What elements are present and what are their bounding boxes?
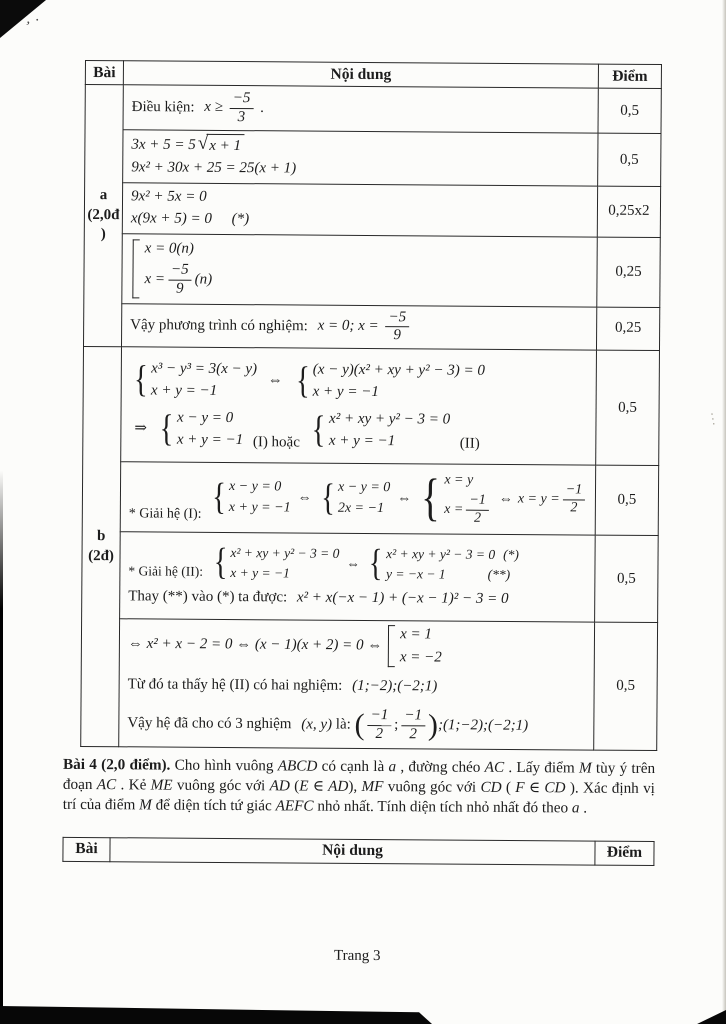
a4-root1: x = 0(n) — [144, 239, 195, 257]
system-II: { x² + xy + y² − 3 = 0 x + y = −1 — [311, 408, 451, 452]
numerator: −5 — [168, 263, 192, 281]
bracket-cases: x = 1 x = −2 — [388, 626, 442, 668]
system-I: { x − y = 0 x + y = −1 — [159, 407, 244, 450]
fraction: $\frac{-1}{2}$ — [466, 494, 489, 527]
curly-brace: { — [368, 542, 383, 585]
row-a-squaring — [85, 130, 661, 187]
a5-content — [121, 303, 596, 350]
b4-two-solutions-prefix: Từ đó ta thấy hệ (II) có hai nghiệm: — [127, 676, 343, 695]
numerator: −5 — [385, 310, 409, 328]
a2-content — [123, 130, 598, 186]
row-b-solve-II — [82, 531, 659, 622]
separator: ; — [394, 716, 399, 734]
curly-brace: { — [133, 358, 148, 401]
radical-icon: √ — [197, 133, 209, 155]
a4-score: 0,25 — [597, 237, 660, 307]
scan-edge-artifact — [722, 0, 726, 1024]
b3-substitute-math: x² + x(−x − 1) + (−x − 1)² − 3 = 0 — [296, 589, 509, 607]
b4-two-solutions: (1;−2);(−2;1) — [352, 678, 438, 695]
label-II: (II) — [459, 435, 480, 452]
answer-table — [80, 60, 662, 751]
a1-prefix: Điều kiện: — [131, 98, 195, 116]
a1-period: . — [260, 99, 264, 116]
row-a-factoring — [84, 183, 660, 238]
system: { x = y x = $\frac{-1}{2}$ — [418, 471, 492, 527]
curly-brace: { — [421, 469, 441, 527]
a3-star-note: (*) — [231, 210, 250, 227]
a3-score: 0,25x2 — [597, 186, 660, 237]
square-root — [198, 134, 244, 158]
open-paren: ( — [354, 708, 365, 742]
b4-content — [119, 619, 595, 750]
b4-xy: (x, y) — [301, 716, 333, 733]
header-diem: Điểm — [598, 64, 661, 88]
b2-result: x = y = $\frac{-1}{2}$ — [518, 482, 589, 517]
section-b-label — [81, 346, 122, 746]
implies-symbol: ⇒ — [134, 420, 148, 437]
fraction: $\frac{-1}{2}$ — [401, 708, 425, 743]
b4-final-prefix: Vậy hệ đã cho có 3 nghiệm — [127, 715, 292, 733]
denominator: 3 — [237, 108, 246, 125]
header-noi-dung: Nội dung — [123, 61, 598, 88]
row-b-solve-I — [82, 461, 658, 535]
section-b-name: b — [96, 528, 106, 545]
system: { x² + xy + y² − 3 = 0 (*) y = −x − 1 (**) — [368, 542, 519, 585]
b3-label: * Giải hệ (II): — [128, 562, 204, 579]
header-bai: Bài — [85, 61, 123, 85]
bracket-cases — [132, 239, 212, 299]
b2-score: 0,5 — [595, 465, 658, 535]
a3-line2: x(9x + 5) = 0 — [130, 210, 213, 227]
table-2-header-row — [63, 837, 654, 865]
radicand: x + 1 — [206, 134, 244, 158]
row-b-conclusion — [81, 618, 658, 750]
curly-brace: { — [211, 476, 226, 519]
header-bai: Bài — [63, 837, 110, 861]
a5-solutions: x = 0; x = — [317, 317, 379, 335]
fraction — [230, 91, 254, 126]
denominator: 9 — [175, 280, 184, 297]
row-a-conclusion — [83, 303, 659, 351]
fraction — [168, 263, 192, 298]
a2-line2: 9x² + 30x + 25 = 25(x + 1) — [131, 159, 297, 177]
system-1: { x³ − y³ = 3(x − y) x + y = −1 — [133, 358, 258, 401]
system: { x − y = 0 x + y = −1 — [211, 476, 291, 519]
problem-4-statement: Bài 4 (2,0 điểm). Cho hình vuông ABCD có cạnh là a , đường chéo AC . Lấy điểm M tùy ý trên đoạn AC . Kẻ ME vuông góc với AD (E ∈ AD), MF vuông góc với CD ( F ∈ CD ). Xác định vị trí của điểm M để diện tích tứ giác AEFC nhỏ nhất. Tính diện tích nhỏ nhất đó theo a . — [62, 755, 656, 817]
a2-line1: 3x + 5 = 5 — [131, 136, 196, 154]
document-sheet — [62, 60, 685, 967]
fraction: $\frac{-1}{2}$ — [563, 484, 586, 517]
scan-bottom-artifact — [0, 1006, 432, 1024]
denominator: 9 — [393, 327, 401, 344]
a5-prefix: Vậy phương trình có nghiệm: — [130, 316, 308, 334]
left-square-bracket — [132, 239, 139, 298]
a1-content — [123, 85, 598, 133]
answer-table-2 — [62, 837, 654, 866]
system: { x² + xy + y² − 3 = 0 x + y = −1 — [213, 541, 340, 584]
iff-symbol: ⇔ — [297, 489, 312, 506]
row-a-roots — [84, 233, 660, 307]
section-a-label — [83, 85, 123, 347]
curly-brace: { — [213, 541, 228, 584]
fraction: $\frac{-1}{2}$ — [367, 708, 391, 743]
a3-content — [122, 183, 597, 237]
iff-symbol: ⇔ — [498, 491, 513, 507]
close-paren: ) — [427, 708, 439, 742]
iff-symbol: ⇔ — [267, 372, 283, 389]
page-number: Trang 3 — [333, 947, 381, 964]
a1-score: 0,5 — [598, 88, 661, 133]
b3-score: 0,5 — [595, 535, 659, 622]
b2-content — [120, 462, 595, 535]
a2-score: 0,5 — [598, 133, 661, 186]
b2-label: * Giải hệ (I): — [128, 506, 202, 523]
a5-score: 0,25 — [596, 307, 659, 351]
curly-brace: { — [295, 359, 310, 402]
row-a-condition — [85, 85, 661, 134]
section-a-name: a — [99, 187, 108, 204]
fraction — [385, 310, 409, 345]
a4-content — [122, 233, 597, 306]
section-a-points-close: ) — [100, 226, 106, 243]
curly-brace: { — [311, 408, 326, 452]
scan-edge-artifact — [0, 470, 3, 1024]
curly-brace: { — [159, 407, 174, 450]
a1-inequality: x ≥ — [204, 99, 224, 116]
label-I-hoac: (I) hoặc — [252, 434, 300, 451]
b4-score: 0,5 — [594, 622, 658, 750]
scan-corner-artifact — [692, 1010, 726, 1024]
row-b-systems — [83, 346, 660, 465]
numerator: −5 — [230, 91, 254, 109]
iff-symbol: ⇔ — [397, 490, 412, 506]
a3-line1: 9x² + 5x = 0 — [130, 188, 207, 205]
left-square-bracket — [388, 626, 395, 668]
pencil-mark: ··· — [704, 410, 722, 429]
pen-mark: , · — [25, 10, 42, 30]
b3-content — [120, 532, 596, 622]
header-noi-dung: Nội dung — [110, 837, 595, 864]
b4-la: là: — [335, 716, 351, 733]
b4-final-tail: ;(1;−2);(−2;1) — [437, 717, 529, 734]
system-2: { (x − y)(x² + xy + y² − 3) = 0 x + y = −1 — [295, 359, 485, 402]
system: { x − y = 0 2x = −1 — [320, 477, 391, 520]
curly-brace: { — [320, 477, 335, 520]
iff-symbol: ⇔ — [346, 555, 360, 571]
b4-quadratic: ⇔ x² + x − 2 = 0 ⇔ (x − 1)(x + 2) = 0 ⇔ — [127, 636, 383, 654]
section-b-points: (2đ) — [88, 547, 115, 564]
header-diem: Điểm — [595, 841, 654, 865]
section-a-points: (2,0đ — [87, 206, 120, 223]
b1-content — [121, 347, 597, 465]
b3-substitute-prefix: Thay (**) vào (*) ta được: — [128, 587, 288, 606]
b1-score: 0,5 — [596, 350, 660, 465]
a4-root2: x = $\frac{-5}{9}$ (n) — [144, 261, 213, 297]
